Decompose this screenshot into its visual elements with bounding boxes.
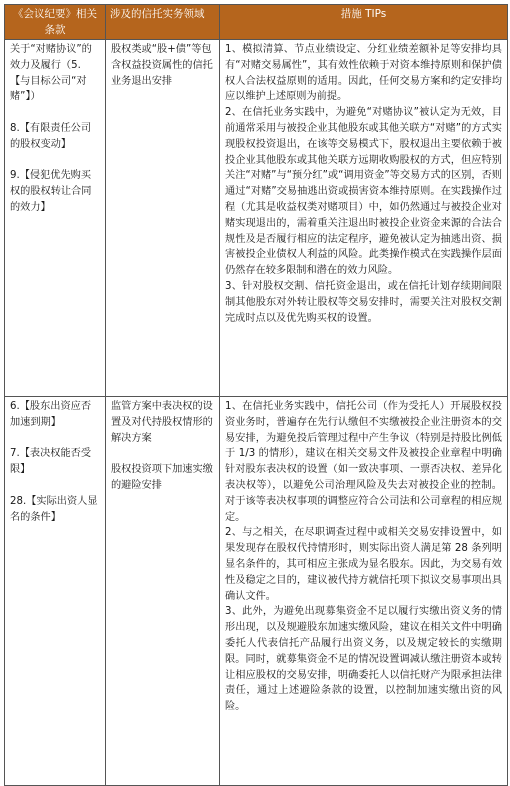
header-areas: 涉及的信托实务领域 bbox=[106, 5, 220, 40]
areas-cell bbox=[106, 40, 220, 397]
tips-table bbox=[4, 4, 508, 786]
clause-item: 28.【实际出资人显名的条件】 bbox=[10, 495, 98, 523]
tips-cell bbox=[220, 397, 508, 786]
table-row bbox=[5, 40, 508, 397]
table-row bbox=[5, 397, 508, 786]
tip-item: 1、在信托业务实践中，信托公司（作为受托人）开展股权投资业务时，普遍存在先行认缴但不实缴被投企业注册资本的交易安排，为避免投后管理过程中产生争议（特别是持股比例低于 1/3 的情形），建议在相关交易文件及被投企业章程中明确针对股东表决权的设置（如一致决事项、一票否决权、差异化表决权等），以避免公司治理风险及失去对被投企业的控制。对于该等表决权事项的调整应符合公司法和公司章程的相应规定。 bbox=[225, 401, 502, 523]
tip-item: 2、与之相关，在尽职调查过程中或相关交易安排设置中，如果发现存在股权代持情形时，则实际出资人满足第 28 条列明显名条件的，其可相应主张成为显名股东。因此，为交易有效性及稳定之目的，建议被代持方就信托项下拟议交易事项出具确认文件。 bbox=[225, 527, 502, 602]
tip-item: 3、此外，为避免出现募集资金不足以履行实缴出资义务的情形出现，以及规避股东加速实缴风险，建议在相关文件中明确委托人代表信托产品履行出资义务，以及规定较长的实缴期限。同时，就募集资金不足的情况设置调减认缴注册资本或转让相应股权的交易安排，明确委托人以信托财产为限承担法律责任，通过上述避险条款的设置，以控制加速实缴出资的风险。 bbox=[225, 606, 502, 713]
tips-cell bbox=[220, 40, 508, 397]
tip-item: 3、针对股权交割、信托资金退出，或在信托计划存续期间限制其他股东对外转让股权等交易安排时，需要关注对股权交割完成时点以及优先购买权的设置。 bbox=[225, 280, 502, 324]
header-clauses: 《会议纪要》相关条款 bbox=[5, 5, 106, 40]
clause-item: 9.【侵犯优先购买权的股权转让合同的效力】 bbox=[10, 170, 92, 213]
area-item: 股权投资项下加速实缴的避险安排 bbox=[111, 464, 213, 491]
clause-item: 7.【表决权能否受限】 bbox=[10, 448, 92, 476]
area-item: 股权类或“股+债”等包含权益投资属性的信托业务退出安排 bbox=[111, 44, 213, 87]
tip-item: 2、在信托业务实践中，为避免“对赌协议”被认定为无效，目前通常采用与被投企业其他股东或其他关联方“对赌”的方式实现股权投资退出，在该等交易模式下，股权退出主要依赖于被投企业其他股东或其他关联方远期收购股权的方式，但应特别关注“对赌”与“预分红”或“调用资金”等交易方式的区别，否则通过“对赌”交易抽逃出资或损害资本维持原则。在实践操作过程（尤其是收益权类对赌项目）中，如仍然通过与被投企业对赌实现退出的，需着重关注退出时被投企业资金来源的合法合规性及是否履行相应的法定程序，避免被认定为抽逃出资、损害被投企业债权人利益的风险。此类操作模式在实践操作层面仍然存在较多限制和潜在的效力风险。 bbox=[225, 107, 502, 277]
area-item: 监管方案中表决权的设置及对代持股权情形的解决方案 bbox=[111, 401, 213, 444]
header-tips: 措施 TIPs bbox=[220, 5, 508, 40]
clauses-cell bbox=[5, 40, 106, 397]
clause-item: 8.【有限责任公司的股权变动】 bbox=[10, 122, 92, 150]
clauses-cell bbox=[5, 397, 106, 786]
clause-item: 6.【股东出资应否加速到期】 bbox=[10, 401, 92, 428]
clause-item: 关于“对赌协议”的效力及履行（5.【与目标公司“对赌”】） bbox=[10, 44, 92, 103]
tip-item: 1、模拟清算、节点业绩设定、分红业绩差额补足等安排均具有“对赌交易属性”，其有效性依赖于对资本维持原则和保护债权人合法权益原则的适用。因此，任何交易方案和约定安排均应以维护上述原则为前提。 bbox=[225, 44, 502, 103]
table-header-row bbox=[5, 5, 508, 40]
areas-cell bbox=[106, 397, 220, 786]
